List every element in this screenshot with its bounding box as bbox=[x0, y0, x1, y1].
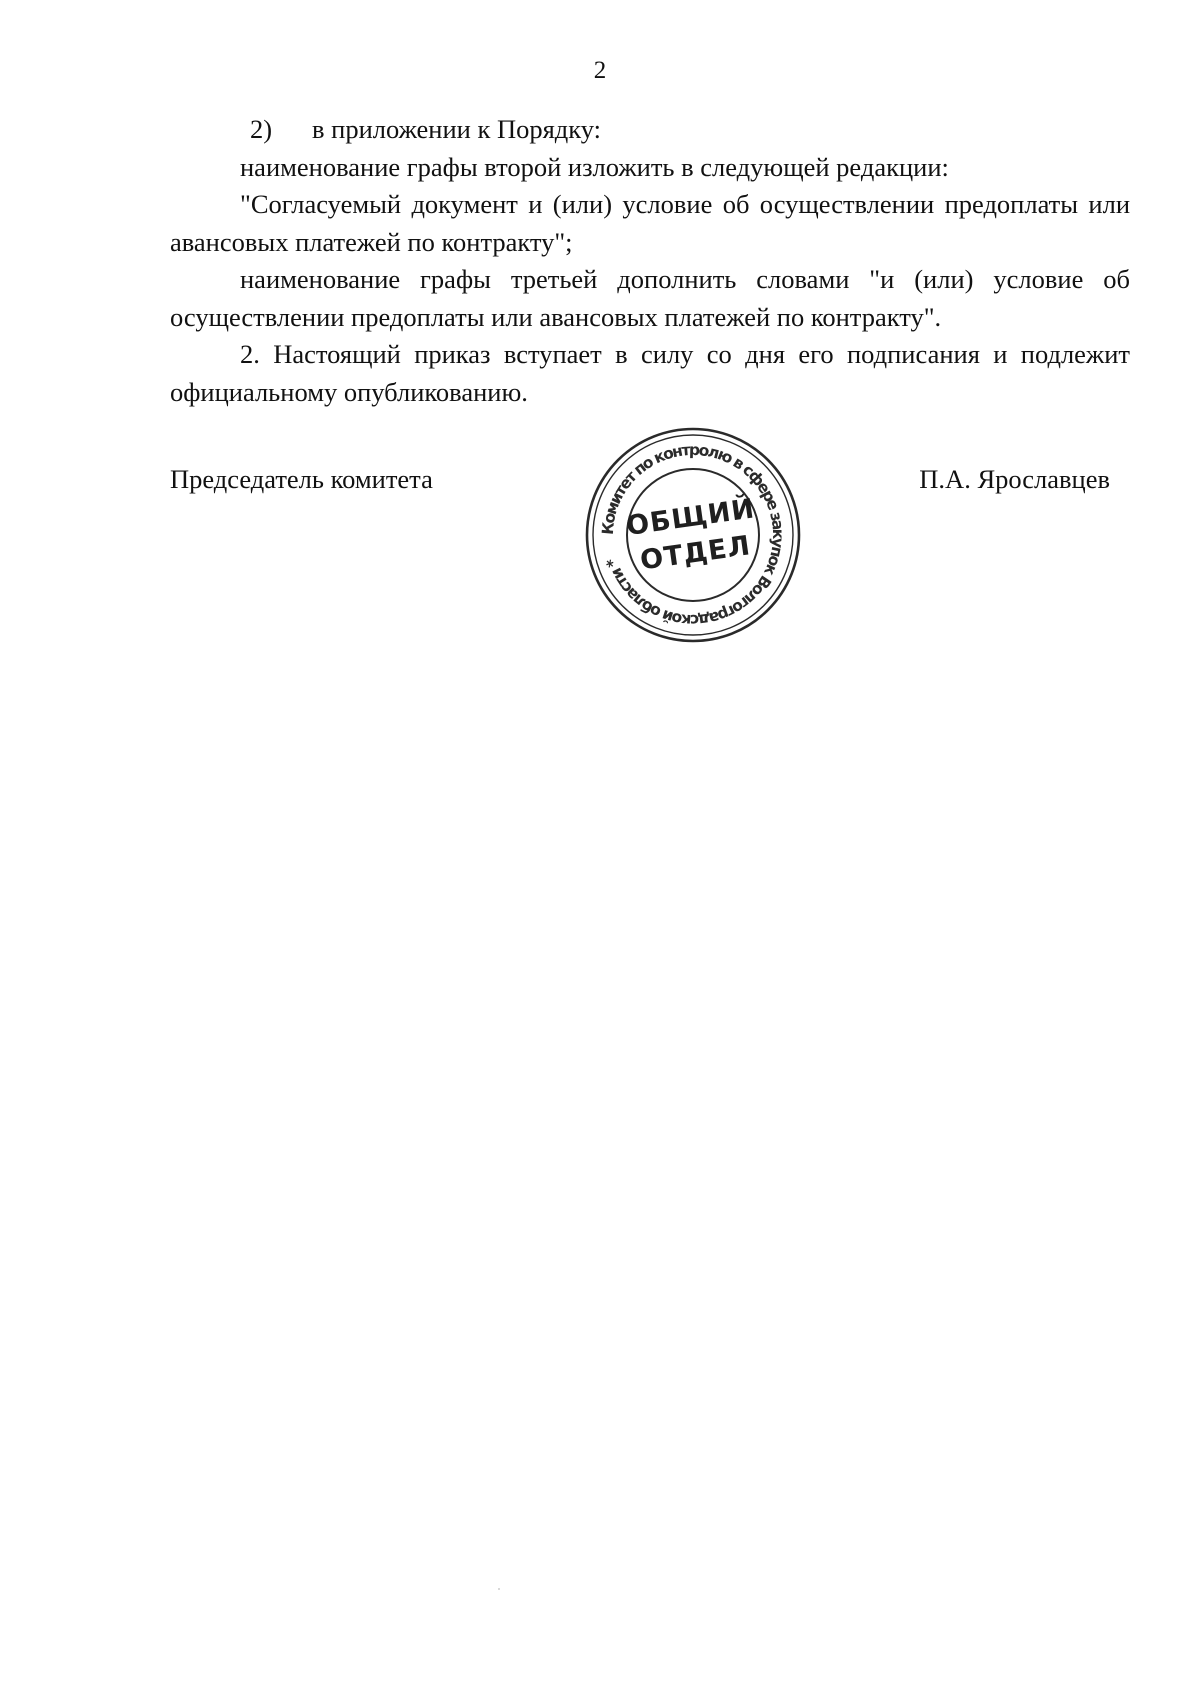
paragraph-effective-clause: 2. Настоящий приказ вступает в силу со дня его подписания и подлежит официальному опубликованию. bbox=[170, 339, 1130, 407]
stamp-outer-ring bbox=[587, 429, 799, 641]
stamp-center-line-2: ОТДЕЛ bbox=[638, 530, 753, 577]
stamp-ring-separator: * bbox=[602, 555, 623, 570]
list-item-text: в приложении к Порядку: bbox=[312, 114, 602, 144]
stamp-center-line-1: ОБЩИЙ bbox=[624, 493, 757, 543]
stamp-second-ring bbox=[593, 435, 793, 635]
list-item-2 bbox=[170, 111, 1130, 149]
document-body bbox=[170, 111, 1130, 411]
paragraph-column-three-addition: наименование графы третьей дополнить словами "и (или) условие об осуществлении предоплаты или авансовых платежей по контракту". bbox=[170, 264, 1130, 332]
paragraph-column-two-new-name: "Согласуемый документ и (или) условие об осуществлении предоплаты или авансовых платежей по контракту"; bbox=[170, 189, 1130, 257]
official-stamp bbox=[578, 420, 808, 650]
signatory-title: Председатель комитета bbox=[170, 464, 433, 494]
paragraph-column-two-intro: наименование графы второй изложить в следующей редакции: bbox=[240, 151, 949, 182]
list-item-marker: 2) bbox=[250, 114, 273, 144]
signatory-name: П.А. Ярославцев bbox=[919, 464, 1110, 494]
stamp-ring-text: Комитет по контролю в сфере закупок Волгоградской области bbox=[598, 440, 788, 630]
stamp-seal-icon bbox=[578, 420, 808, 650]
page-number: 2 bbox=[593, 57, 607, 84]
scan-artifact bbox=[498, 1588, 500, 1590]
